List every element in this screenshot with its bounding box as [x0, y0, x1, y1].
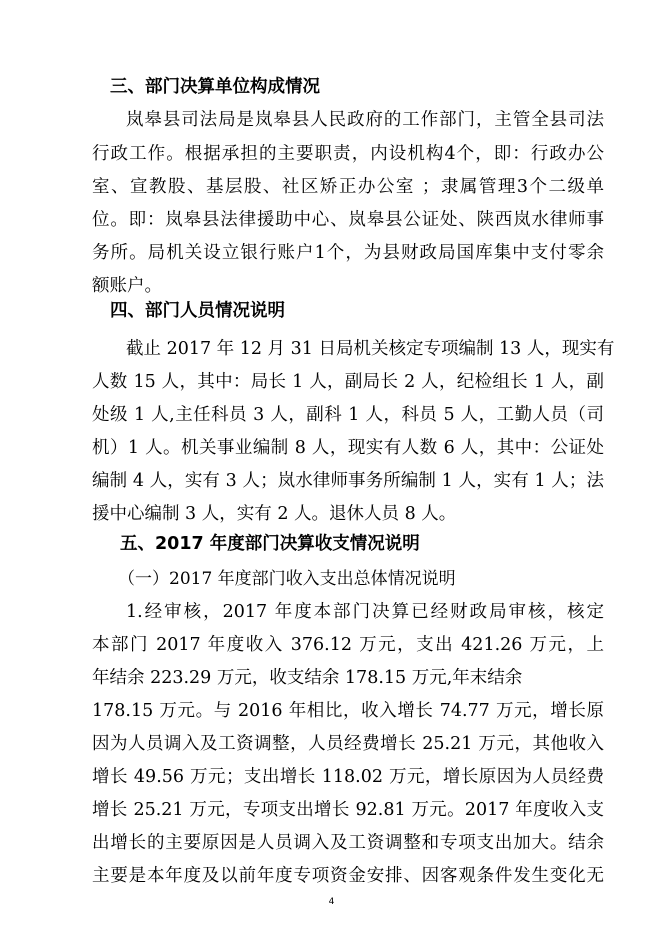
paragraph-line: 因为人员调入及工资调整，人员经费增长 25.21 万元，其他收入	[92, 734, 604, 754]
paragraph-line: 室、宣教股、基层股、社区矫正办公室 ；隶属管理3个二级单	[92, 177, 604, 197]
paragraph-line: 额账户。	[92, 276, 162, 296]
paragraph-line: 位。即：岚皋县法律援助中心、岚皋县公证处、陕西岚水律师事	[92, 210, 604, 230]
paragraph-line: 务所。局机关设立银行账户1个，为县财政局国库集中支付零余	[92, 243, 604, 263]
paragraph-line: 岚皋县司法局是岚皋县人民政府的工作部门，主管全县司法	[126, 110, 604, 130]
paragraph-line: 援中心编制 3 人，实有 2 人。退休人员 8 人。	[92, 504, 457, 524]
paragraph-line: 人数 15 人，其中：局长 1 人，副局长 2 人，纪检组长 1 人，副	[92, 372, 604, 392]
page-number: 4	[328, 897, 335, 907]
paragraph-line: 1.经审核，2017 年度本部门决算已经财政局审核，核定	[126, 602, 604, 622]
section-5-heading: 五、2017 年度部门决算收支情况说明	[120, 534, 420, 554]
paragraph-line: 178.15 万元。与 2016 年相比，收入增长 74.77 万元，增长原	[92, 701, 604, 721]
paragraph-line: 机）1 人。机关事业编制 8 人，现实有人数 6 人，其中：公证处	[92, 438, 604, 458]
paragraph-line: 主要是本年度及以前年度专项资金安排、因客观条件发生变化无	[92, 866, 604, 886]
paragraph-line: 增长 25.21 万元，专项支出增长 92.81 万元。2017 年度收入支	[92, 800, 604, 820]
paragraph-line: 本部门 2017 年度收入 376.12 万元，支出 421.26 万元，上	[92, 635, 604, 655]
paragraph-line: 增长 49.56 万元；支出增长 118.02 万元，增长原因为人员经费	[92, 767, 604, 787]
paragraph-line: 截止 2017 年 12 月 31 日局机关核定专项编制 13 人，现实有	[126, 339, 615, 359]
paragraph-line: 行政工作。根据承担的主要职责，内设机构4个，即：行政办公	[92, 144, 604, 164]
section-4-heading: 四、部门人员情况说明	[110, 301, 285, 321]
section-3-heading: 三、部门决算单位构成情况	[110, 77, 320, 97]
paragraph-line: 出增长的主要原因是人员调入及工资调整和专项支出加大。结余	[92, 833, 604, 853]
section-5-subheading: （一）2017 年度部门收入支出总体情况说明	[118, 569, 456, 589]
paragraph-line: 编制 4 人，实有 3 人；岚水律师事务所编制 1 人，实有 1 人；法	[92, 471, 604, 491]
paragraph-line: 处级 1 人,主任科员 3 人，副科 1 人，科员 5 人，工勤人员（司	[92, 405, 604, 425]
paragraph-line: 年结余 223.29 万元，收支结余 178.15 万元,年末结余	[92, 668, 523, 688]
